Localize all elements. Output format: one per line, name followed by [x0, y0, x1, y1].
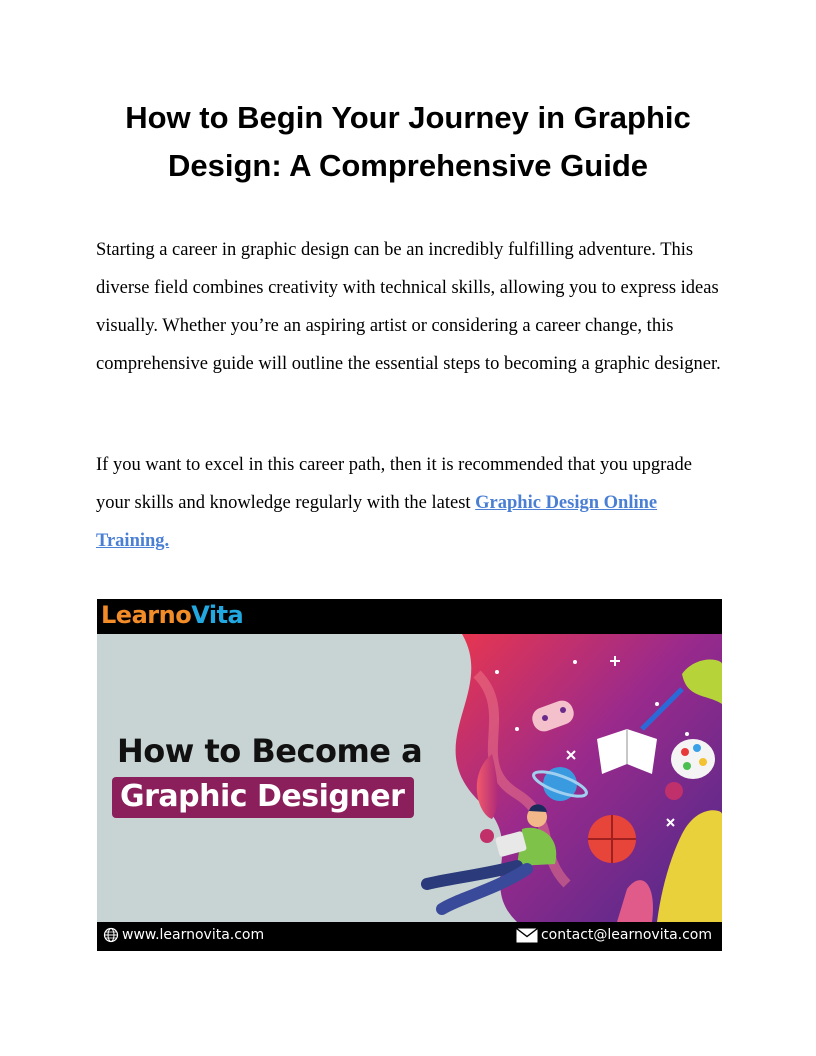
training-paragraph-text: If you want to excel in this career path, then it is recommended that you upgrade your skills and knowledge regularly with the latest	[96, 455, 692, 513]
website-contact	[103, 927, 264, 943]
banner-header	[97, 599, 722, 634]
email-address: contact@learnovita.com	[540, 927, 712, 943]
intro-paragraph: Starting a career in graphic design can be an incredibly fulfilling adventure. This diverse field combines creativity with technical skills, allowing you to express ideas visually. Whether you’re an aspiring artist or considering a career change, this comprehensive guide will outline the essential steps to becoming a graphic designer.	[96, 240, 721, 374]
email-contact	[516, 927, 712, 943]
page-title: How to Begin Your Journey in Graphic Design: A Comprehensive Guide	[125, 100, 691, 183]
banner-artwork	[97, 634, 722, 922]
logo-text-vita: Vita	[191, 601, 244, 629]
banner-headline-line2: Graphic Designer	[112, 777, 414, 818]
banner-image	[97, 599, 722, 951]
training-paragraph	[96, 446, 728, 560]
logo-text-learno: Learno	[101, 601, 192, 629]
globe-icon	[103, 927, 119, 943]
banner-footer	[97, 922, 722, 951]
envelope-icon	[516, 928, 538, 943]
banner-headline-line1: How to Become a	[117, 732, 423, 770]
graphic-design-training-link[interactable]: Graphic Design Online Training.	[96, 493, 658, 551]
website-url: www.learnovita.com	[122, 927, 265, 943]
learnovita-logo	[101, 601, 243, 629]
